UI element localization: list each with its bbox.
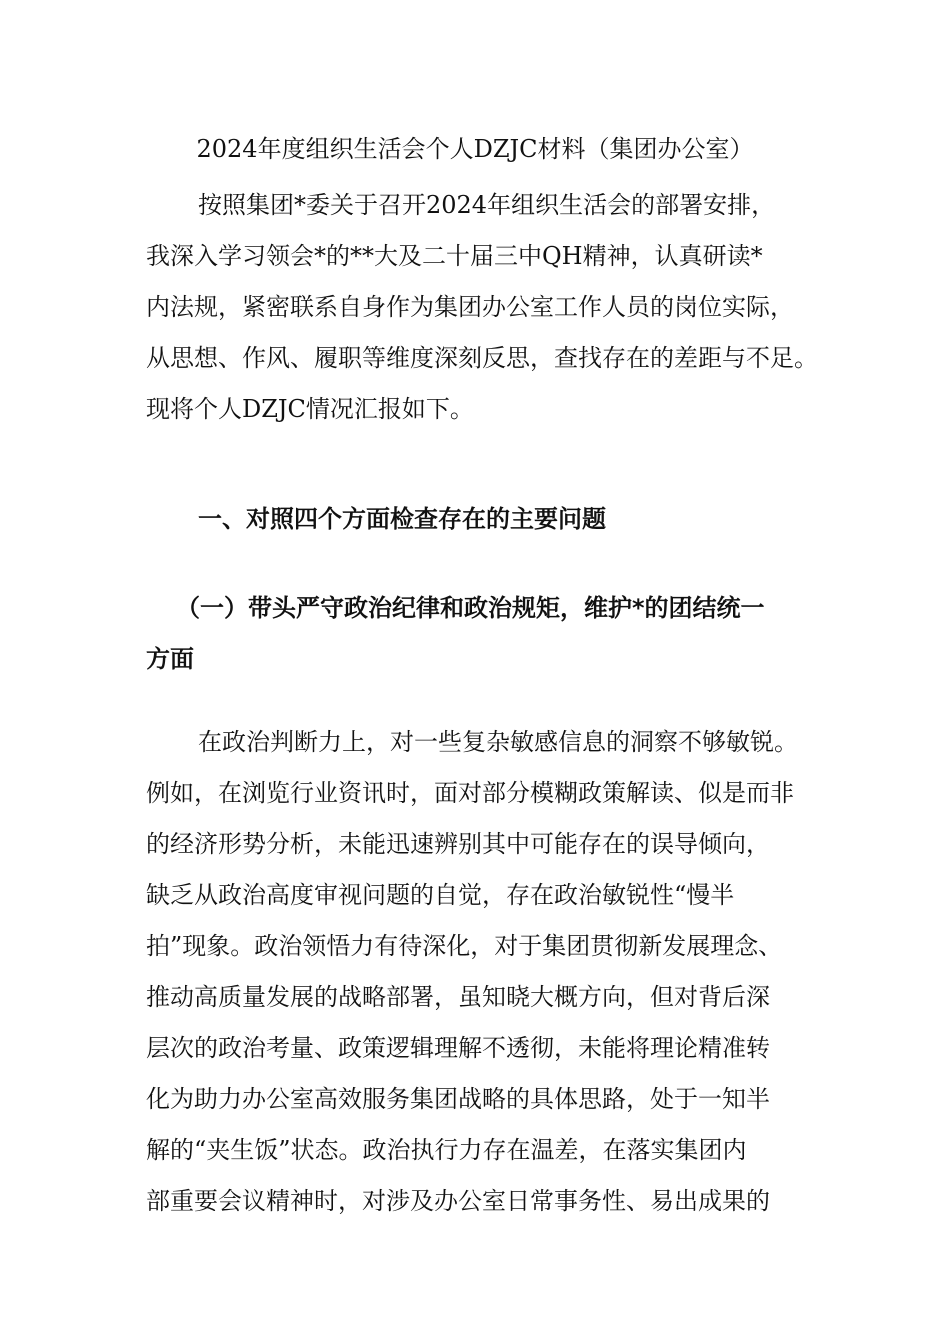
- body-line-10: 部重要会议精神时，对涉及办公室日常事务性、易出成果的: [146, 1187, 770, 1215]
- body-line-6: 推动高质量发展的战略部署，虽知晓大概方向，但对背后深: [146, 983, 770, 1011]
- section-heading-1: 一、对照四个方面检查存在的主要问题: [198, 505, 606, 533]
- intro-line-3: 内法规，紧密联系自身作为集团办公室工作人员的岗位实际，: [146, 293, 794, 321]
- intro-line-4: 从思想、作风、履职等维度深刻反思，查找存在的差距与不足。: [146, 344, 818, 372]
- document-title: 2024年度组织生活会个人DZJC材料（集团办公室）: [196, 135, 754, 163]
- body-line-1: 在政治判断力上，对一些复杂敏感信息的洞察不够敏锐。: [198, 728, 798, 756]
- body-line-7: 层次的政治考量、政策逻辑理解不透彻，未能将理论精准转: [146, 1034, 770, 1062]
- intro-line-2: 我深入学习领会*的**大及二十届三中QH精神，认真研读*: [146, 242, 763, 270]
- body-line-8: 化为助力办公室高效服务集团战略的具体思路，处于一知半: [146, 1085, 770, 1113]
- body-line-3: 的经济形势分析，未能迅速辨别其中可能存在的误导倾向，: [146, 830, 770, 858]
- body-line-5: 拍”现象。政治领悟力有待深化，对于集团贯彻新发展理念、: [146, 932, 783, 960]
- body-line-4: 缺乏从政治高度审视问题的自觉，存在政治敏锐性“慢半: [146, 881, 735, 909]
- body-line-9: 解的“夹生饭”状态。政治执行力存在温差，在落实集团内: [146, 1136, 747, 1164]
- intro-line-1: 按照集团*委关于召开2024年组织生活会的部署安排，: [198, 191, 776, 219]
- body-line-2: 例如，在浏览行业资讯时，面对部分模糊政策解读、似是而非: [146, 779, 794, 807]
- subsection-heading-line-1: （一）带头严守政治纪律和政治规矩，维护*的团结统一: [176, 594, 765, 622]
- subsection-heading-line-2: 方面: [146, 645, 194, 673]
- intro-line-5: 现将个人DZJC情况汇报如下。: [146, 395, 474, 423]
